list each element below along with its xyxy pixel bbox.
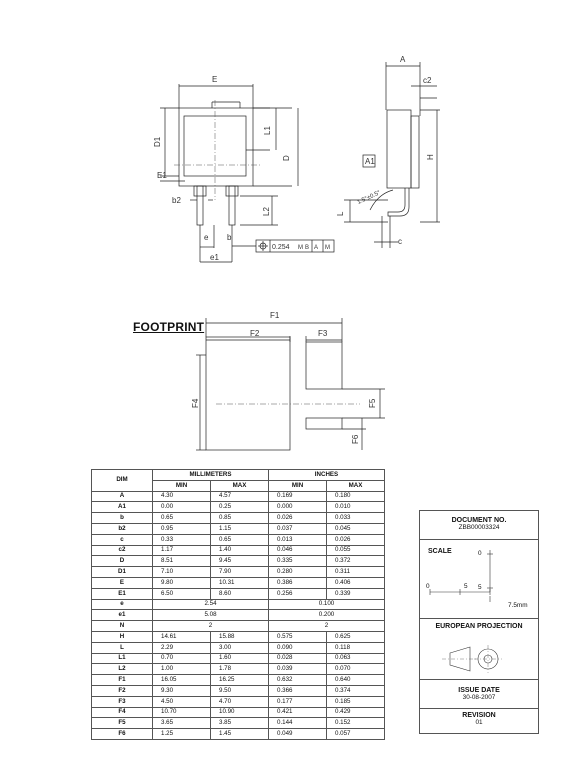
value-cell: 0.374 (327, 685, 385, 696)
value-cell: 6.50 (153, 588, 211, 599)
dim-cell: N (92, 621, 153, 632)
dim-cell: e1 (92, 610, 153, 621)
dim-label-b: b (227, 233, 232, 242)
dim-cell: E (92, 577, 153, 588)
value-cell: 1.40 (211, 545, 269, 556)
value-cell: 1.17 (153, 545, 211, 556)
table-row (92, 707, 385, 718)
table-row (92, 556, 385, 567)
table-row (92, 599, 385, 610)
value-cell: 0.00 (153, 502, 211, 513)
dim-cell: L2 (92, 664, 153, 675)
dim-label-L1: L1 (263, 126, 272, 135)
title-block (419, 510, 539, 734)
value-cell: 0.95 (153, 523, 211, 534)
value-cell: 5.08 (153, 610, 269, 621)
value-cell: 4.70 (211, 696, 269, 707)
dim-cell: L (92, 642, 153, 653)
value-cell: 7.90 (211, 567, 269, 578)
lead-left (197, 186, 203, 225)
in-min-header: MIN (269, 480, 327, 491)
value-cell: 10.31 (211, 577, 269, 588)
dimensions-table (91, 469, 385, 740)
scale-label: SCALE (428, 548, 452, 555)
projection-label: EUROPEAN PROJECTION (435, 623, 523, 630)
document-number-label: DOCUMENT NO. (451, 517, 507, 524)
side-view-body (387, 110, 411, 188)
footprint-label-F1: F1 (270, 311, 280, 320)
table-row (92, 664, 385, 675)
projection-cell (420, 619, 538, 680)
value-cell: 0.335 (269, 556, 327, 567)
dim-cell: D1 (92, 567, 153, 578)
footprint-label-F3: F3 (318, 329, 328, 338)
value-cell: 0.429 (327, 707, 385, 718)
issue-date-value: 30-08-2007 (462, 694, 496, 701)
dim-cell: D (92, 556, 153, 567)
value-cell: 4.57 (211, 491, 269, 502)
value-cell: 0.575 (269, 631, 327, 642)
table-row (92, 523, 385, 534)
value-cell: 16.05 (153, 675, 211, 686)
value-cell: 15.88 (211, 631, 269, 642)
tolerance-ref-m: M (298, 245, 303, 251)
value-cell: 0.372 (327, 556, 385, 567)
mm-min-header: MIN (153, 480, 211, 491)
in-max-header: MAX (327, 480, 385, 491)
value-cell: 0.045 (327, 523, 385, 534)
value-cell: 0.026 (327, 534, 385, 545)
value-cell: 0.049 (269, 729, 327, 740)
dim-cell: F1 (92, 675, 153, 686)
dim-cell: F2 (92, 685, 153, 696)
value-cell: 9.45 (211, 556, 269, 567)
value-cell: 0.118 (327, 642, 385, 653)
scale-five-horizontal: 5 (464, 583, 468, 590)
revision-label: REVISION (462, 712, 496, 719)
dim-cell: c (92, 534, 153, 545)
value-cell: 3.85 (211, 718, 269, 729)
footprint-pad-top (306, 342, 342, 389)
package-body-outline (179, 108, 253, 186)
value-cell: 0.256 (269, 588, 327, 599)
dim-label-E1: E1 (157, 171, 167, 180)
dim-label-e1: e1 (210, 253, 219, 262)
value-cell: 0.000 (269, 502, 327, 513)
value-cell: 0.33 (153, 534, 211, 545)
value-cell: 0.055 (327, 545, 385, 556)
dim-cell: b2 (92, 523, 153, 534)
value-cell: 0.090 (269, 642, 327, 653)
dim-label-D1: D1 (153, 136, 162, 147)
dim-label-H: H (426, 154, 435, 160)
value-cell: 0.185 (327, 696, 385, 707)
value-cell: 10.70 (153, 707, 211, 718)
value-cell: 0.65 (211, 534, 269, 545)
dimensions-table-body (92, 491, 385, 739)
value-cell: 8.51 (153, 556, 211, 567)
value-cell: 1.25 (153, 729, 211, 740)
value-cell: 9.80 (153, 577, 211, 588)
table-row (92, 567, 385, 578)
value-cell: 16.25 (211, 675, 269, 686)
value-cell: 0.010 (327, 502, 385, 513)
value-cell: 3.00 (211, 642, 269, 653)
value-cell: 0.152 (327, 718, 385, 729)
footprint-title: FOOTPRINT (133, 320, 205, 334)
dim-cell: c2 (92, 545, 153, 556)
value-cell: 0.013 (269, 534, 327, 545)
value-cell: 2.54 (153, 599, 269, 610)
footprint-label-F6: F6 (351, 434, 360, 444)
value-cell: 0.25 (211, 502, 269, 513)
value-cell: 0.026 (269, 513, 327, 524)
footprint-label-F2: F2 (250, 329, 260, 338)
value-cell: 0.386 (269, 577, 327, 588)
value-cell: 0.046 (269, 545, 327, 556)
table-row (92, 653, 385, 664)
value-cell: 0.200 (269, 610, 385, 621)
value-cell: 0.057 (327, 729, 385, 740)
dim-label-L: L (336, 211, 345, 216)
value-cell: 9.50 (211, 685, 269, 696)
dim-cell: F4 (92, 707, 153, 718)
scale-unit: 7.5mm (508, 602, 528, 609)
dim-label-E: E (212, 75, 218, 84)
tolerance-ref-m2: M (325, 245, 330, 251)
footprint-large-pad (206, 337, 290, 450)
dim-label-A: A (400, 55, 406, 64)
footprint-label-F4: F4 (191, 398, 200, 408)
value-cell: 3.65 (153, 718, 211, 729)
dim-cell: b (92, 513, 153, 524)
dim-label-A1: A1 (365, 157, 375, 166)
value-cell: 0.640 (327, 675, 385, 686)
table-row (92, 696, 385, 707)
value-cell: 0.339 (327, 588, 385, 599)
value-cell: 4.30 (153, 491, 211, 502)
value-cell: 1.78 (211, 664, 269, 675)
table-row (92, 718, 385, 729)
scale-cell (420, 540, 538, 619)
tolerance-ref-b: B (305, 245, 310, 251)
dim-cell: A (92, 491, 153, 502)
value-cell: 1.00 (153, 664, 211, 675)
tolerance-value: 0.254 (272, 244, 290, 251)
dim-cell: H (92, 631, 153, 642)
value-cell: 0.039 (269, 664, 327, 675)
dim-cell: L1 (92, 653, 153, 664)
table-row (92, 588, 385, 599)
dim-label-c2: c2 (423, 76, 432, 85)
table-row (92, 621, 385, 632)
value-cell: 0.100 (269, 599, 385, 610)
issue-date-label: ISSUE DATE (458, 687, 500, 694)
mm-header: MILLIMETERS (153, 470, 269, 481)
value-cell: 8.60 (211, 588, 269, 599)
lead-right (229, 186, 235, 225)
value-cell: 0.028 (269, 653, 327, 664)
value-cell: 0.625 (327, 631, 385, 642)
value-cell: 0.85 (211, 513, 269, 524)
dim-cell: E1 (92, 588, 153, 599)
footprint-pad-bottom (306, 418, 342, 429)
table-row (92, 545, 385, 556)
value-cell: 0.037 (269, 523, 327, 534)
revision-value: 01 (475, 719, 483, 726)
dim-cell: A1 (92, 502, 153, 513)
value-cell: 9.30 (153, 685, 211, 696)
value-cell: 0.169 (269, 491, 327, 502)
angle-label: 1.5°±0.5° (356, 190, 382, 206)
table-row (92, 729, 385, 740)
table-row (92, 610, 385, 621)
projection-symbol-icon (420, 631, 538, 679)
value-cell: 0.177 (269, 696, 327, 707)
value-cell: 1.60 (211, 653, 269, 664)
table-row (92, 685, 385, 696)
value-cell: 10.90 (211, 707, 269, 718)
value-cell: 0.632 (269, 675, 327, 686)
value-cell: 0.65 (153, 513, 211, 524)
value-cell: 0.366 (269, 685, 327, 696)
table-row (92, 577, 385, 588)
footprint-label-F5: F5 (368, 398, 377, 408)
value-cell: 2 (269, 621, 385, 632)
value-cell: 14.61 (153, 631, 211, 642)
scale-zero-horizontal: 0 (426, 583, 430, 590)
dim-label-e: e (204, 233, 209, 242)
value-cell: 2 (153, 621, 269, 632)
value-cell: 0.070 (327, 664, 385, 675)
document-number-value: ZBB00003324 (458, 524, 500, 531)
table-row (92, 502, 385, 513)
value-cell: 0.406 (327, 577, 385, 588)
revision-cell (420, 709, 538, 735)
dim-cell: F6 (92, 729, 153, 740)
value-cell: 1.45 (211, 729, 269, 740)
dim-label-c: c (398, 237, 402, 246)
table-row (92, 491, 385, 502)
dim-cell: e (92, 599, 153, 610)
dim-label-D: D (282, 155, 291, 161)
table-row (92, 513, 385, 524)
value-cell: 0.311 (327, 567, 385, 578)
dim-label-b2: b2 (172, 196, 181, 205)
value-cell: 0.033 (327, 513, 385, 524)
scale-five-vertical: 5 (478, 584, 482, 591)
table-row (92, 642, 385, 653)
dim-label-L2: L2 (262, 207, 271, 216)
value-cell: 1.15 (211, 523, 269, 534)
tolerance-ref-a: A (314, 245, 319, 251)
dim-header: DIM (92, 470, 153, 492)
scale-zero-vertical: 0 (478, 550, 482, 557)
value-cell: 0.180 (327, 491, 385, 502)
value-cell: 0.144 (269, 718, 327, 729)
table-row (92, 631, 385, 642)
value-cell: 0.280 (269, 567, 327, 578)
value-cell: 7.10 (153, 567, 211, 578)
table-row (92, 675, 385, 686)
issue-date-cell (420, 680, 538, 709)
inch-header: INCHES (269, 470, 385, 481)
value-cell: 0.421 (269, 707, 327, 718)
dim-cell: F5 (92, 718, 153, 729)
table-row (92, 534, 385, 545)
dim-cell: F3 (92, 696, 153, 707)
mm-max-header: MAX (211, 480, 269, 491)
value-cell: 0.70 (153, 653, 211, 664)
value-cell: 2.29 (153, 642, 211, 653)
document-number-cell (420, 511, 538, 540)
value-cell: 4.50 (153, 696, 211, 707)
value-cell: 0.063 (327, 653, 385, 664)
